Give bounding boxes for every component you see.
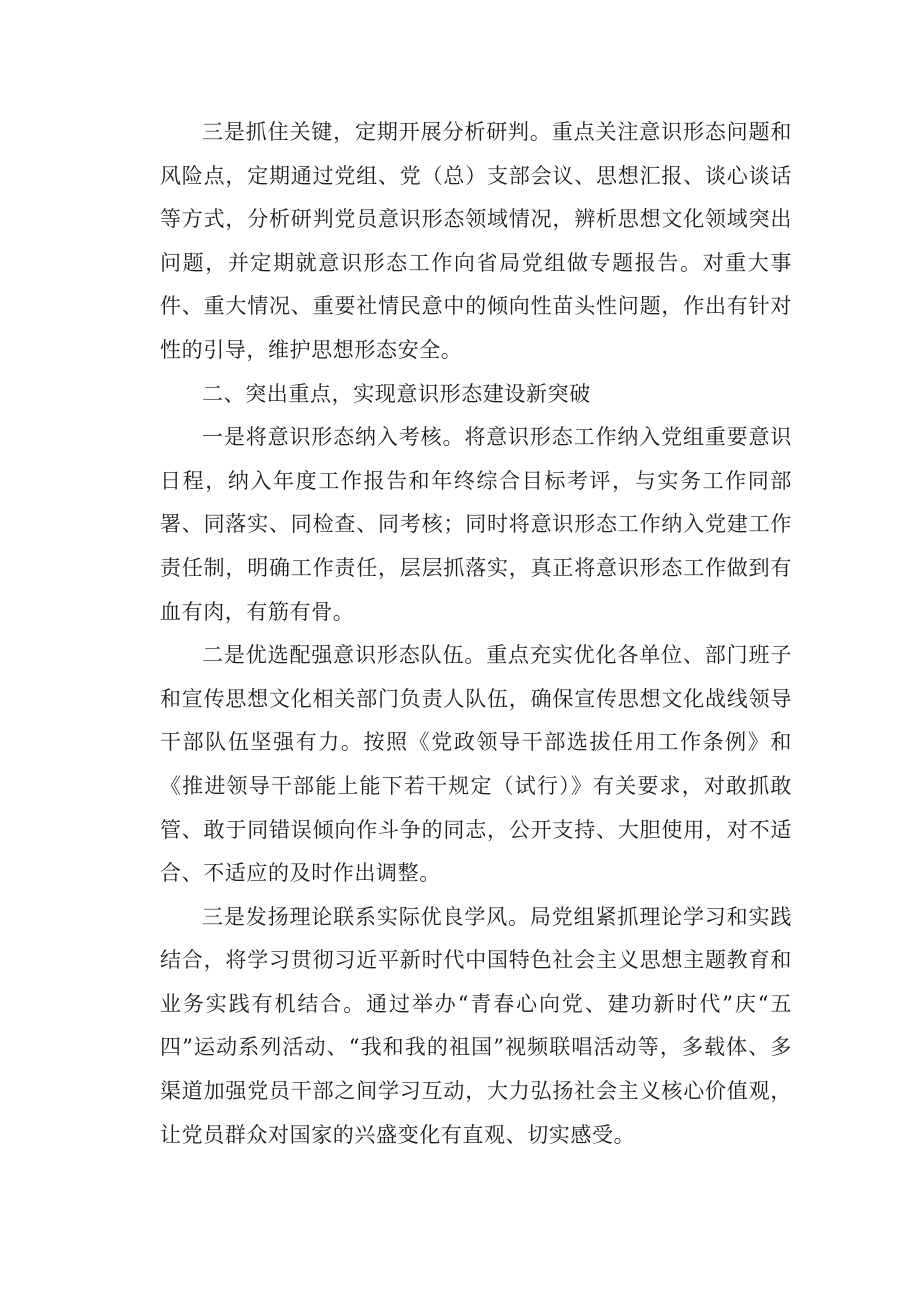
paragraph-team: 二是优选配强意识形态队伍。重点充实优化各单位、部门班子和宣传思想文化相关部门负责人队伍，确保宣传思想文化战线领导干部队伍坚强有力。按照《党政领导干部选拔任用工作条例》和《推进领导干部能上能下若干规定（试行）》有关要求，对敢抓敢管、敢于同错误倾向作斗争的同志，公开支持、大胆使用，对不适合、不适应的及时作出调整。 [160,643,792,886]
paragraph-study-style: 三是发扬理论联系实际优良学风。局党组紧抓理论学习和实践结合，将学习贯彻习近平新时代中国特色社会主义思想主题教育和业务实践有机结合。通过举办“青春心向党、建功新时代”庆“五四”运动系列活动、“我和我的祖国”视频联唱活动等，多载体、多渠道加强党员干部之间学习互动，大力弘扬社会主义核心价值观，让党员群众对国家的兴盛变化有直观、切实感受。 [160,904,792,1147]
paragraph-analysis: 三是抓住关键，定期开展分析研判。重点关注意识形态问题和风险点，定期通过党组、党（总）支部会议、思想汇报、谈心谈话等方式，分析研判党员意识形态领域情况，辨析思想文化领域突出问题，并定期就意识形态工作向省局党组做专题报告。对重大事件、重大情况、重要社情民意中的倾向性苗头性问题，作出有针对性的引导，维护思想形态安全。 [160,120,792,362]
document-body [160,111,792,1157]
section-heading: 二、突出重点，实现意识形态建设新突破 [202,381,591,406]
paragraph-assessment: 一是将意识形态纳入考核。将意识形态工作纳入党组重要意识日程，纳入年度工作报告和年终综合目标考评，与实务工作同部署、同落实、同检查、同考核；同时将意识形态工作纳入党建工作责任制，明确工作责任，层层抓落实，真正将意识形态工作做到有血有肉，有筋有骨。 [160,425,792,624]
